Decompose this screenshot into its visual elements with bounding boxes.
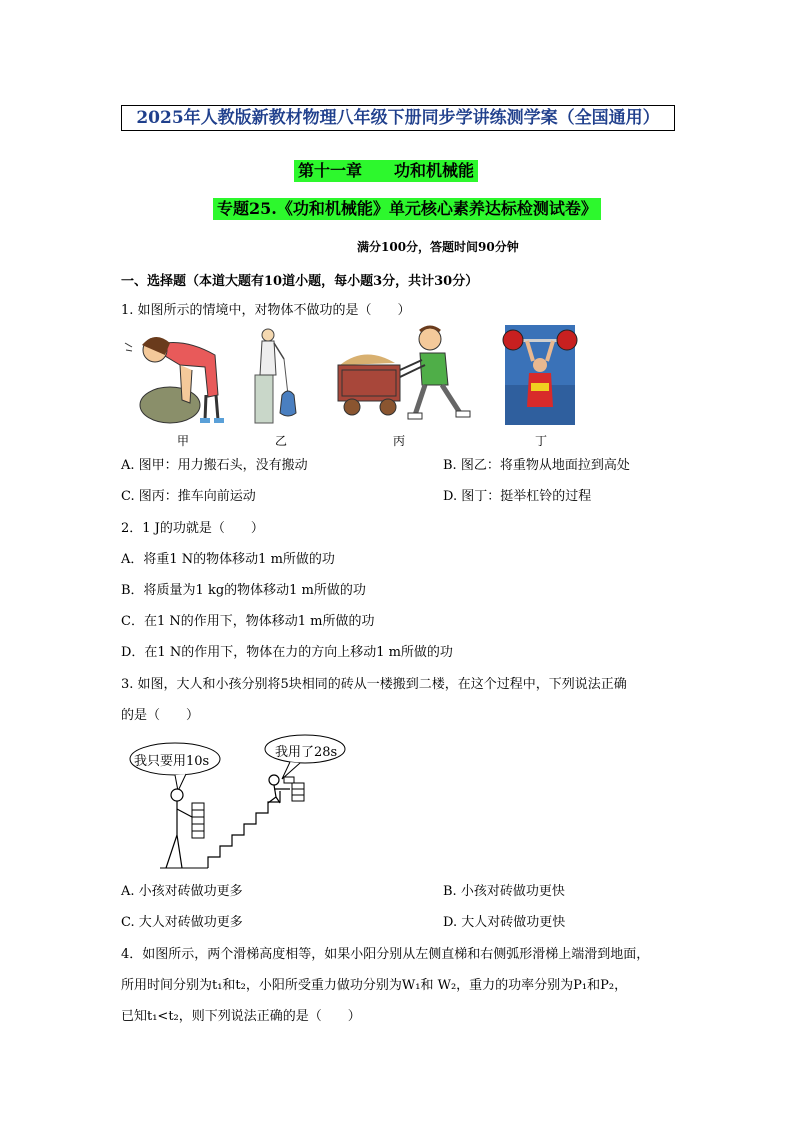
question-4-line1: 4．如图所示，两个滑梯高度相等，如果小阳分别从左侧直梯和右侧弧形滑梯上端滑到地面， bbox=[121, 947, 650, 962]
q1-option-c: C. 图丙：推车向前运动 bbox=[121, 489, 256, 504]
q1-figure-ding bbox=[505, 325, 575, 425]
question-2-stem: 2．1 J的功就是（ ） bbox=[121, 521, 264, 536]
q3-option-c: C. 大人对砖做功更多 bbox=[121, 915, 243, 930]
chapter-title: 第十一章 功和机械能 bbox=[294, 160, 478, 182]
question-3-stem-line2: 的是（ ） bbox=[121, 708, 200, 723]
q3-bubble-adult-text: 我只要用10s bbox=[134, 754, 210, 769]
q1-figure-bing bbox=[330, 325, 490, 425]
q1-caption-ding: 丁 bbox=[535, 434, 548, 448]
q1-option-b: B. 图乙：将重物从地面拉到高处 bbox=[443, 458, 630, 473]
q1-caption-yi: 乙 bbox=[275, 434, 288, 448]
question-1-stem: 1. 如图所示的情境中，对物体不做功的是（ ） bbox=[121, 303, 411, 318]
section-title: 一、选择题（本道大题有10道小题，每小题3分，共计30分） bbox=[121, 274, 479, 289]
question-4-line3: 已知t₁<t₂，则下列说法正确的是（ ） bbox=[121, 1009, 361, 1024]
q3-bubble-child-text: 我用了28s bbox=[275, 745, 338, 760]
score-time-line: 满分100分，答题时间90分钟 bbox=[357, 240, 519, 254]
q3-option-a: A. 小孩对砖做功更多 bbox=[121, 884, 243, 899]
q2-option-a: A．将重1 N的物体移动1 m所做的功 bbox=[121, 552, 335, 567]
question-3-stem-line1: 3. 如图，大人和小孩分别将5块相同的砖从一楼搬到二楼，在这个过程中，下列说法正确 bbox=[121, 677, 627, 692]
q3-option-b: B. 小孩对砖做功更快 bbox=[443, 884, 565, 899]
q1-caption-jia: 甲 bbox=[177, 434, 190, 448]
q1-caption-bing: 丙 bbox=[393, 434, 406, 448]
special-topic-title: 专题25.《功和机械能》单元核心素养达标检测试卷》 bbox=[213, 198, 601, 220]
q3-option-d: D. 大人对砖做功更快 bbox=[443, 915, 566, 930]
q1-figure-jia bbox=[120, 325, 235, 425]
q2-option-c: C．在1 N的作用下，物体移动1 m所做的功 bbox=[121, 614, 375, 629]
q1-figure-yi bbox=[250, 325, 310, 425]
q1-option-a: A. 图甲：用力搬石头，没有搬动 bbox=[121, 458, 308, 473]
q2-option-d: D．在1 N的作用下，物体在力的方向上移动1 m所做的功 bbox=[121, 645, 453, 660]
q1-option-d: D. 图丁：挺举杠铃的过程 bbox=[443, 489, 592, 504]
question-4-line2: 所用时间分别为t₁和t₂，小阳所受重力做功分别为W₁和 W₂，重力的功率分别为P₁和P₂， bbox=[121, 978, 628, 993]
document-header-title: 2025年人教版新教材物理八年级下册同步学讲练测学案（全国通用） bbox=[121, 105, 675, 131]
q2-option-b: B．将质量为1 kg的物体移动1 m所做的功 bbox=[121, 583, 366, 598]
